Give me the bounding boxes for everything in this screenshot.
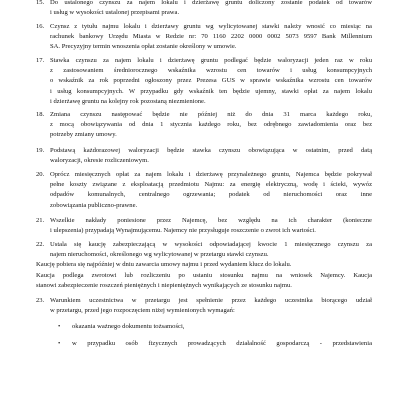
paragraph-number: 21. bbox=[36, 217, 45, 224]
paragraph-line: Do ustalonego czynszu za najem lokalu i dzierżawę gruntu doliczony zostanie podatek od towarów bbox=[50, 0, 372, 6]
paragraph-number: 22. bbox=[36, 241, 45, 248]
paragraph-line: z zastosowaniem średniorocznego wskaźnika wzrostu cen towarów i usług konsumpcyjnych bbox=[50, 67, 372, 75]
paragraph-line: stanowi zabezpieczenie roszczeń pieniężnych i niepieniężnych wynikających ze stosunku najmu. bbox=[36, 281, 292, 289]
paragraph-line: Kaucja podlega zwrotowi lub rozliczeniu po ustaniu stosunku najmu na wniosek Najemcy. Kaucja bbox=[36, 271, 372, 279]
paragraph-body bbox=[50, 296, 372, 349]
paragraph-line: pełne koszty związane z eksploatacją przedmiotu Najmu: za energię elektryczną, wodę i ścieki, wywóz bbox=[50, 181, 372, 189]
list-item bbox=[50, 339, 372, 349]
list-item-text: okazania ważnego dokumentu tożsamości, bbox=[72, 323, 185, 331]
bullet-icon: • bbox=[58, 323, 61, 331]
paragraph-line: Podstawą każdorazowej waloryzacji będzie stawka czynszu obowiązująca w ostatnim, przed datą bbox=[50, 147, 372, 154]
paragraph-number: 23. bbox=[36, 297, 45, 304]
paragraph-number: 17. bbox=[36, 57, 45, 64]
paragraph-line: i dzierżawę gruntu na kolejny rok pozostaną niezmienione. bbox=[50, 97, 206, 105]
paragraph-body bbox=[50, 146, 372, 166]
paragraph-16 bbox=[36, 22, 372, 53]
paragraph-20 bbox=[36, 170, 372, 211]
bullet-icon: • bbox=[58, 339, 61, 347]
paragraph-line: i usług konsumpcyjnych. W przypadku gdy wskaźnik ten będzie ujemny, stawki opłat za najem lokalu bbox=[50, 87, 372, 95]
paragraph-number: 20. bbox=[36, 171, 45, 178]
paragraph-22 bbox=[36, 240, 372, 291]
paragraph-line: o wskaźnik za rok poprzedni ogłoszony przez Prezesa GUS w sprawie wskaźnika wzrostu cen towarów bbox=[50, 77, 372, 85]
paragraph-body bbox=[50, 56, 372, 107]
paragraph-line: SA. Precyzyjny termin wnoszenia opłat zostanie określony w umowie. bbox=[50, 43, 237, 51]
paragraph-17 bbox=[36, 56, 372, 107]
paragraph-15 bbox=[36, 0, 372, 18]
paragraph-line: z mocą obowiązywania od dnia 1 stycznia każdego roku, bez odrębnego zawiadomienia oraz bez bbox=[50, 121, 372, 129]
paragraph-line: Warunkiem uczestnictwa w przetargu jest spełnienie przez każdego uczestnika biorącego udział bbox=[50, 297, 372, 304]
paragraph-line: Stawka czynszu za najem lokalu i dzierżawę gruntu podlegać będzie waloryzacji jeden raz w roku bbox=[50, 57, 372, 64]
paragraph-line: odpadów komunalnych, centralnego ogrzewania; podatek od nieruchomości oraz inne bbox=[50, 191, 372, 199]
paragraph-line: potrzeby zmiany umowy. bbox=[50, 131, 117, 139]
paragraph-line: zobowiązania publiczno-prawne. bbox=[50, 201, 138, 209]
paragraph-18 bbox=[36, 110, 372, 141]
paragraph-line: Ustala się kaucję zabezpieczającą w wysokości odpowiadającej kwocie 1 miesięcznego czynszu za bbox=[50, 241, 372, 248]
paragraph-body bbox=[50, 170, 372, 211]
paragraph-line: najem nieruchomości, określonego wg wylicytowanej w przetargu stawki czynszu. bbox=[50, 251, 269, 259]
paragraph-line: Wszelkie nakłady poniesione przez Najemcę, bez względu na ich charakter (konieczne bbox=[50, 217, 372, 224]
paragraph-body bbox=[50, 22, 372, 53]
paragraph-19 bbox=[36, 146, 372, 166]
paragraph-line: i ulepszenia) przypadają Wynajmującemu. Najemcy nie przysługuje roszczenie o zwrot ich wartości. bbox=[50, 227, 316, 235]
paragraph-number: 15. bbox=[36, 0, 45, 6]
paragraph-line: w przetargu, przed jego rozpoczęciem niżej wymienionych wymagań: bbox=[50, 307, 235, 315]
paragraph-23 bbox=[36, 296, 372, 349]
paragraph-line: rachunek bankowy Urzędu Miasta w Redzie nr: 70 1160 2202 0000 0002 5073 9597 Bank Millennium bbox=[50, 33, 372, 41]
list-item-text: w przypadku osób fizycznych prowadzących działalność gospodarczą - przedstawienia bbox=[72, 339, 372, 347]
paragraph-body bbox=[50, 216, 372, 236]
requirements-list bbox=[50, 322, 372, 348]
paragraph-21 bbox=[36, 216, 372, 236]
paragraph-line: Zmiana czynszu następować będzie nie później niż do dnia 31 marca każdego roku, bbox=[50, 111, 372, 118]
paragraph-body bbox=[50, 0, 372, 18]
paragraph-line: waloryzacji, okresie rozliczeniowym. bbox=[50, 157, 149, 165]
paragraph-line: Oprócz miesięcznych opłat za najem lokalu i dzierżawę przynależnego gruntu, Najemca będzie pokrywał bbox=[50, 171, 372, 178]
paragraph-line: i usług w wysokości ustalonej przepisami prawa. bbox=[50, 9, 180, 17]
paragraph-body bbox=[50, 110, 372, 141]
paragraph-line: Kaucję pobiera się najpóźniej w dniu zawarcia umowy najmu i przed wydaniem klucz do lokalu. bbox=[36, 261, 292, 269]
paragraph-number: 19. bbox=[36, 147, 45, 154]
paragraph-number: 18. bbox=[36, 111, 45, 118]
list-item bbox=[50, 322, 372, 332]
paragraph-line: Czynsz z tytułu najmu lokalu i dzierżawy gruntu wg wylicytowanej stawki należy wnosić co miesiąc na bbox=[50, 23, 372, 30]
paragraph-number: 16. bbox=[36, 23, 45, 30]
